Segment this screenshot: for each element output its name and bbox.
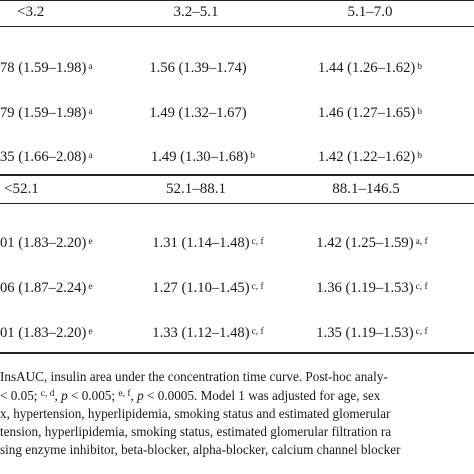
column-header: 52.1–88.1: [166, 181, 226, 197]
footnote-line: InsAUC, insulin area under the concentration time curve. Post-hoc analy-: [0, 369, 388, 384]
table-cell: 1.33 (1.12–1.48) $^{c, f}$: [152, 325, 264, 341]
table-cell: 01 (1.83–2.20) $^e$: [0, 235, 93, 251]
table-cell: 06 (1.87–2.24) $^e$: [0, 280, 93, 296]
table-rule: [0, 352, 474, 354]
table-rule: [0, 203, 474, 204]
table-cell: 1.35 (1.19–1.53) $^{c, f}$: [316, 325, 428, 341]
table-cell: 1.31 (1.14–1.48) $^{c, f}$: [152, 235, 264, 251]
table-cell: 1.46 (1.27–1.65) $^b$: [317, 105, 423, 121]
table-cell: 1.27 (1.10–1.45) $^{c, f}$: [152, 280, 264, 296]
footnote-line: sing enzyme inhibitor, beta-blocker, alpha-blocker, calcium channel blocker: [0, 442, 401, 457]
table-cell: 1.36 (1.19–1.53) $^{c, f}$: [316, 280, 428, 296]
table-cell: 1.42 (1.25–1.59) $^{a, f}$: [316, 235, 428, 251]
column-header: 3.2–5.1: [173, 4, 219, 20]
table-cell: 1.49 (1.32–1.67): [149, 105, 247, 121]
column-header: 5.1–7.0: [347, 4, 393, 20]
footnote-line: tension, hyperlipidemia, smoking status, estimated glomerular filtration ra: [0, 424, 392, 439]
column-header: <3.2: [17, 4, 45, 20]
footnote-line: < 0.05; $^{c, d}$, p < 0.005; $^{e, f}$, p < 0.0005. Model 1 was adjusted for age, sex: [0, 388, 381, 403]
column-header: 88.1–146.5: [332, 181, 400, 197]
table-rule: [0, 26, 474, 27]
table-cell: 1.42 (1.22–1.62) $^b$: [317, 149, 423, 165]
column-header: <52.1: [4, 181, 39, 197]
table-cell: 78 (1.59–1.98) $^a$: [0, 60, 93, 76]
table-cell: 1.49 (1.30–1.68) $^b$: [150, 149, 256, 165]
table-cell: 1.56 (1.39–1.74): [149, 60, 247, 76]
footnote-line: x, hypertension, hyperlipidemia, smoking status and estimated glomerular: [0, 406, 391, 421]
table-cell: 1.44 (1.26–1.62) $^b$: [317, 60, 423, 76]
table-cell: 79 (1.59–1.98) $^a$: [0, 105, 93, 121]
table-cell: 01 (1.83–2.20) $^e$: [0, 325, 93, 341]
table-rule: [0, 0, 474, 1]
table-rule: [0, 174, 474, 176]
table-cell: 35 (1.66–2.08) $^a$: [0, 149, 93, 165]
